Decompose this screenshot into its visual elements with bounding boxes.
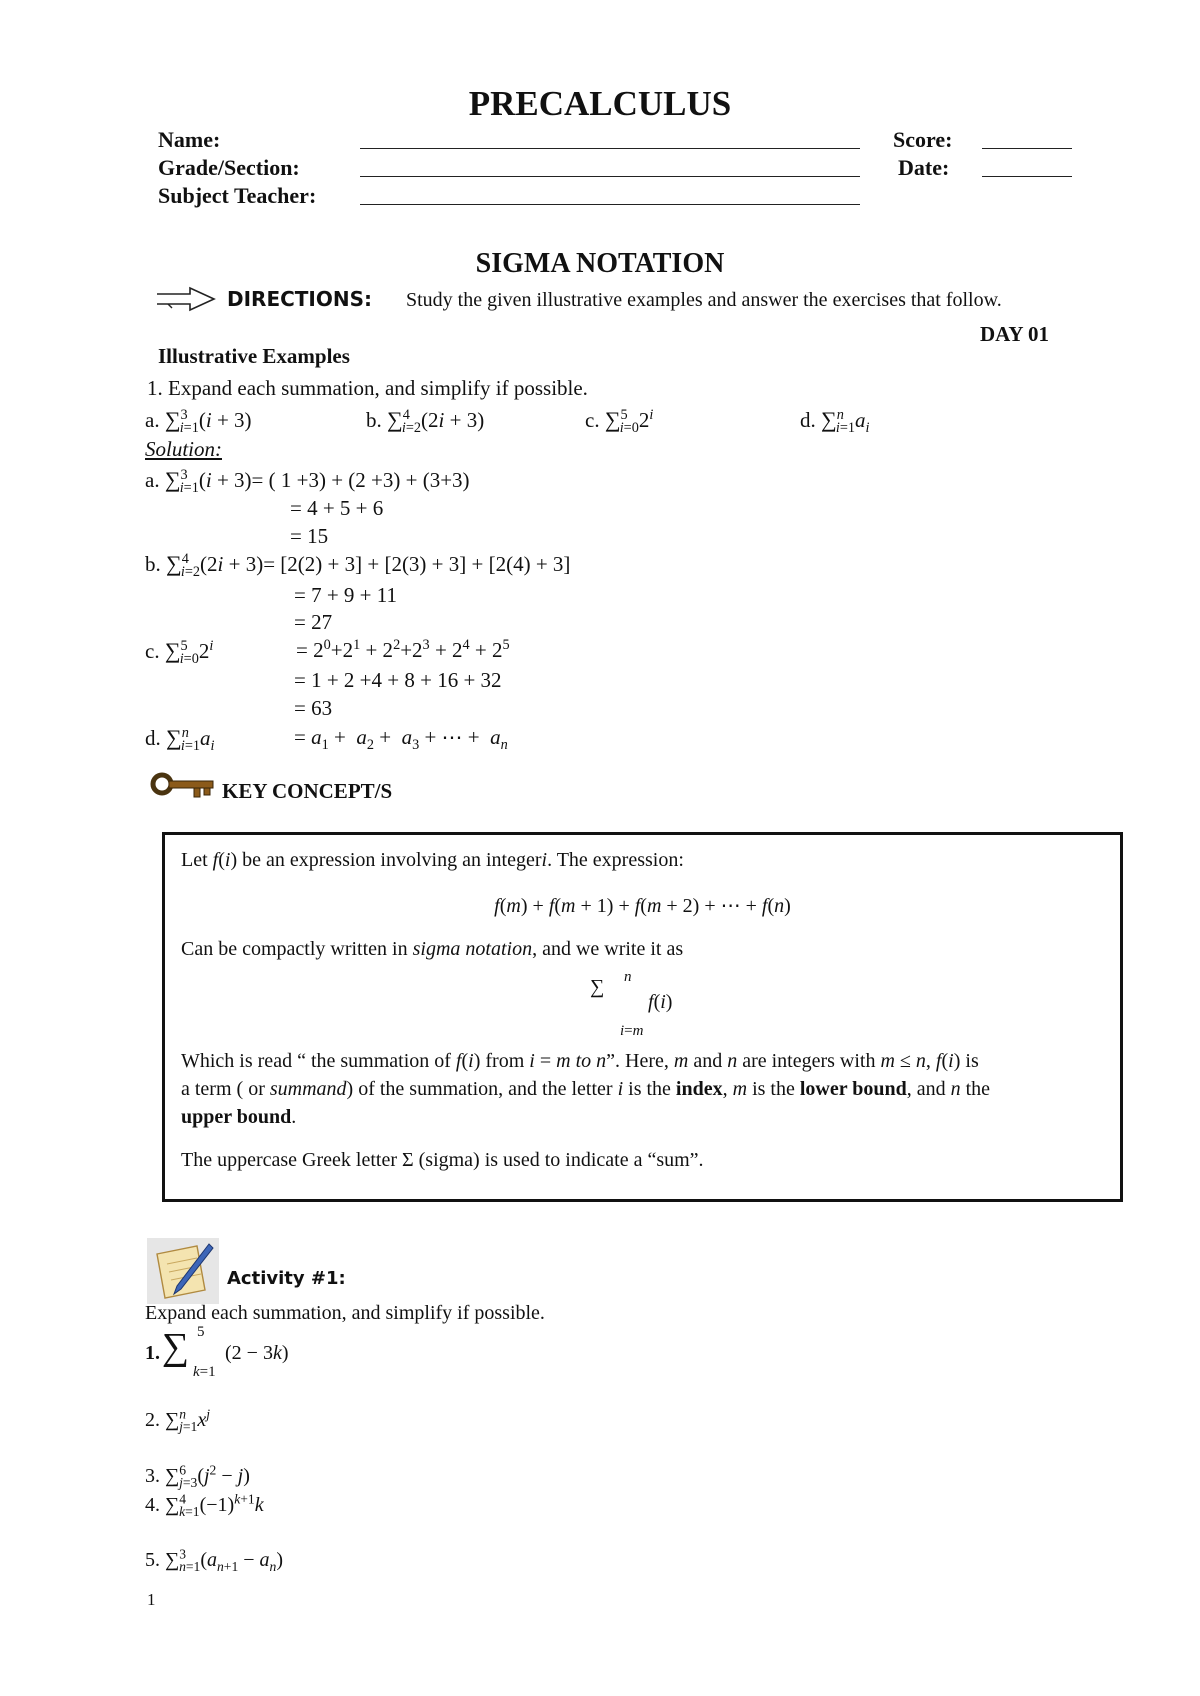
score-field[interactable] [982, 148, 1072, 149]
kc-line-4: a term ( or summand) of the summation, and the letter i is the index, m is the lower bound, and n the [181, 1078, 991, 1100]
problem-c: c. $\sum^5_{i=0}2^i$ [585, 407, 654, 437]
activity-instruction: Expand each summation, and simplify if possible. [145, 1302, 545, 1324]
kc-line-5: upper bound. [181, 1106, 297, 1128]
solution-label: Solution: [145, 437, 222, 461]
problem-a: a. ∑$^3_{i=1}$(i + 3) [145, 407, 252, 437]
solution-b-line3: = 27 [294, 610, 333, 634]
name-label: Name: [158, 127, 221, 152]
key-concept-box [162, 832, 1123, 1202]
date-field[interactable] [982, 176, 1072, 177]
key-concept-heading: KEY CONCEPT/S [222, 779, 393, 803]
solution-b-line1: b. ∑$^4_{i=2}$(2i + 3)= [2(2) + 3] + [2(3) + 3] + [2(4) + 3] [145, 551, 571, 581]
page-title: PRECALCULUS [468, 84, 732, 123]
kc-line-2: Can be compactly written in sigma notation, and we write it as [181, 938, 684, 960]
kc-sigma-formula: ∑ n i=m f(i) [590, 969, 673, 1039]
solution-c-line1: c. $\sum^5_{i=0}2^i$ [145, 638, 214, 668]
exercise-2: 2. $\sum^n_{j=1}x^j$ [145, 1406, 210, 1434]
solution-c-line2: = 1 + 2 +4 + 8 + 16 + 32 [294, 668, 502, 692]
kc-line-1: Let f(i) be an expression involving an integeri. The expression: [181, 849, 684, 871]
kc-line-3: Which is read “ the summation of f(i) from i = m to n”. Here, m and n are integers with m ≤ n, f(i) is [181, 1050, 979, 1072]
exercise-5: 5. $\sum^3_{n=1}(a_{n+1} - a_n)$ [145, 1546, 284, 1574]
solution-b-line2: = 7 + 9 + 11 [294, 583, 398, 607]
solution-c-expansion: = $2^0+2^1 + 2^2+2^3 + 2^4 + 2^5$ [296, 637, 510, 662]
day-label: DAY 01 [980, 322, 1050, 346]
kc-expression: f(m) + f(m + 1) + f(m + 2) + ⋯ + f(n) [494, 895, 791, 917]
examples-heading: Illustrative Examples [158, 344, 350, 368]
exercise-3: 3. $\sum^6_{j=3}(j^2 - j)$ [145, 1462, 250, 1490]
section-title: SIGMA NOTATION [475, 248, 725, 279]
solution-a-line2: = 4 + 5 + 6 [290, 496, 384, 520]
solution-a-line3: = 15 [290, 524, 329, 548]
key-icon [150, 770, 216, 802]
grade-label: Grade/Section: [158, 155, 300, 180]
solution-a-line1: a. ∑$^3_{i=1}$(i + 3)= ( 1 +3) + (2 +3) + (3+3) [145, 467, 470, 497]
directions-label: DIRECTIONS: [227, 287, 373, 311]
question-1: 1. Expand each summation, and simplify if possible. [147, 376, 588, 400]
directions-text: Study the given illustrative examples and answer the exercises that follow. [406, 289, 1002, 311]
solution-d-line1: d. $\sum^n_{i=1}a_i$ [145, 725, 215, 755]
activity-heading: Activity #1: [227, 1268, 346, 1289]
kc-line-6: The uppercase Greek letter Σ (sigma) is used to indicate a “sum”. [181, 1149, 704, 1171]
teacher-label: Subject Teacher: [158, 183, 317, 208]
date-label: Date: [898, 155, 950, 180]
name-field[interactable] [360, 148, 860, 149]
page-number: 1 [147, 1590, 156, 1609]
exercise-4: 4. $\sum^4_{k=1}(-1)^{k+1}k$ [145, 1491, 264, 1519]
arrow-icon [156, 286, 218, 312]
problem-b: b. ∑$^4_{i=2}$(2i + 3) [366, 407, 485, 437]
teacher-field[interactable] [360, 204, 860, 205]
exercise-1: 1. ∑ 5 k=1 (2 − 3k) [145, 1324, 289, 1380]
notepad-pen-icon [147, 1238, 219, 1304]
solution-d-expansion: = $a_1 + a_2 + a_3$ + ⋯ + $a_n$ [294, 725, 508, 754]
score-label: Score: [893, 127, 953, 152]
problem-d: d. $\sum^n_{i=1}a_i$ [800, 407, 870, 437]
solution-c-line3: = 63 [294, 696, 333, 720]
grade-field[interactable] [360, 176, 860, 177]
